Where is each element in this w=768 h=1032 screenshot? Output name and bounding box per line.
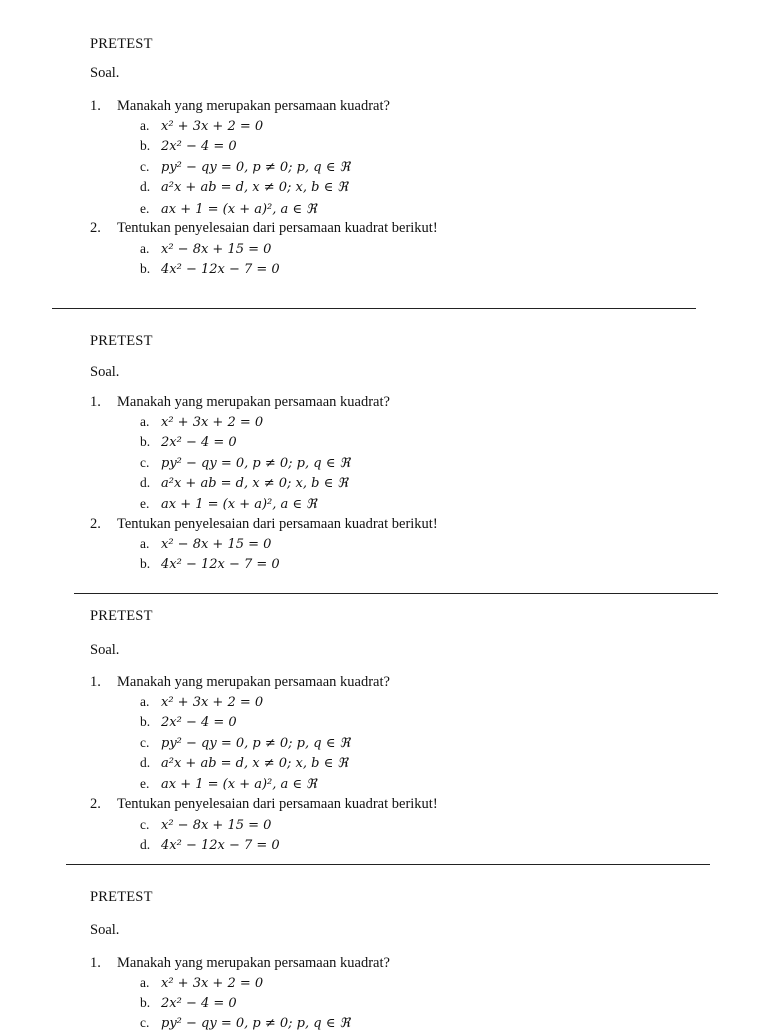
- block-1-question-1: [90, 98, 390, 115]
- option-label: b.: [140, 261, 151, 276]
- option-expression: a²x + ab = d, x ≠ 0; x, b ∈ ℜ: [161, 756, 348, 771]
- block-2-question-2: [90, 516, 438, 533]
- block-1-title: PRETEST: [90, 36, 153, 52]
- option-label: a.: [140, 694, 150, 709]
- block-3-subtitle: Soal.: [90, 642, 120, 658]
- question-text: Manakah yang merupakan persamaan kuadrat?: [117, 394, 390, 410]
- option-expression: 2x² − 4 = 0: [161, 435, 237, 450]
- block-1-q1-option-e: [140, 201, 317, 218]
- option-label: b.: [140, 714, 151, 729]
- option-expression: x² + 3x + 2 = 0: [161, 119, 264, 134]
- block-1-q2-option-a: [140, 241, 271, 258]
- block-2-q2-option-a: [140, 536, 271, 553]
- block-3-q1-option-d: [140, 755, 348, 772]
- option-expression: 2x² − 4 = 0: [161, 139, 237, 154]
- block-2-q1-option-b: [140, 434, 237, 451]
- option-label: a.: [140, 414, 150, 429]
- block-4-q1-option-a: [140, 975, 263, 992]
- block-2-q2-option-b: [140, 556, 280, 573]
- option-expression: 2x² − 4 = 0: [161, 996, 237, 1011]
- option-expression: a²x + ab = d, x ≠ 0; x, b ∈ ℜ: [161, 476, 348, 491]
- option-label: a.: [140, 536, 150, 551]
- block-1-q1-option-b: [140, 138, 237, 155]
- question-number: 1.: [90, 394, 101, 410]
- block-2-title: PRETEST: [90, 333, 153, 349]
- block-4-question-1: [90, 955, 390, 972]
- option-label: e.: [140, 776, 150, 791]
- option-expression: a²x + ab = d, x ≠ 0; x, b ∈ ℜ: [161, 180, 348, 195]
- block-4-q1-option-b: [140, 995, 237, 1012]
- option-label: c.: [140, 159, 150, 174]
- block-2-q1-option-a: [140, 414, 263, 431]
- option-label: e.: [140, 201, 150, 216]
- option-expression: 2x² − 4 = 0: [161, 715, 237, 730]
- question-text: Manakah yang merupakan persamaan kuadrat?: [117, 674, 390, 690]
- option-expression: ax + 1 = (x + a)², a ∈ ℜ: [161, 497, 317, 512]
- block-3-q1-option-c: [140, 735, 350, 752]
- option-expression: x² + 3x + 2 = 0: [161, 976, 264, 991]
- option-expression: py² − qy = 0, p ≠ 0; p, q ∈ ℜ: [161, 160, 351, 175]
- block-4-subtitle: Soal.: [90, 922, 120, 938]
- block-3-q2-option-d: [140, 837, 280, 854]
- question-text: Tentukan penyelesaian dari persamaan kuadrat berikut!: [117, 516, 438, 532]
- question-number: 1.: [90, 674, 101, 690]
- option-label: a.: [140, 118, 150, 133]
- question-number: 1.: [90, 98, 101, 114]
- option-label: d.: [140, 755, 151, 770]
- block-3-title: PRETEST: [90, 608, 153, 624]
- option-expression: 4x² − 12x − 7 = 0: [161, 557, 280, 572]
- question-text: Tentukan penyelesaian dari persamaan kuadrat berikut!: [117, 796, 438, 812]
- divider-2: [74, 593, 718, 594]
- block-3-question-2: [90, 796, 438, 813]
- block-2-q1-option-d: [140, 475, 348, 492]
- block-2-q1-option-e: [140, 496, 317, 513]
- question-number: 2.: [90, 220, 101, 236]
- option-expression: x² − 8x + 15 = 0: [161, 537, 272, 552]
- block-1-q1-option-a: [140, 118, 263, 135]
- option-expression: x² − 8x + 15 = 0: [161, 818, 272, 833]
- block-1-subtitle: Soal.: [90, 65, 120, 81]
- block-3-question-1: [90, 674, 390, 691]
- option-expression: x² + 3x + 2 = 0: [161, 415, 264, 430]
- option-label: c.: [140, 455, 150, 470]
- block-3-q1-option-b: [140, 714, 237, 731]
- option-label: a.: [140, 975, 150, 990]
- block-1-q1-option-c: [140, 159, 350, 176]
- option-expression: py² − qy = 0, p ≠ 0; p, q ∈ ℜ: [161, 1016, 351, 1031]
- block-4-title: PRETEST: [90, 889, 153, 905]
- option-label: c.: [140, 735, 150, 750]
- option-expression: py² − qy = 0, p ≠ 0; p, q ∈ ℜ: [161, 456, 351, 471]
- option-expression: x² + 3x + 2 = 0: [161, 695, 264, 710]
- option-label: d.: [140, 179, 151, 194]
- option-label: a.: [140, 241, 150, 256]
- question-text: Tentukan penyelesaian dari persamaan kuadrat berikut!: [117, 220, 438, 236]
- block-1-question-2: [90, 220, 438, 237]
- block-1-q2-option-b: [140, 261, 280, 278]
- block-2-subtitle: Soal.: [90, 364, 120, 380]
- option-expression: ax + 1 = (x + a)², a ∈ ℜ: [161, 202, 317, 217]
- divider-3: [66, 864, 710, 865]
- option-label: b.: [140, 138, 151, 153]
- block-3-q1-option-e: [140, 776, 317, 793]
- option-expression: x² − 8x + 15 = 0: [161, 242, 272, 257]
- divider-1: [52, 308, 696, 309]
- option-label: e.: [140, 496, 150, 511]
- option-label: b.: [140, 995, 151, 1010]
- option-label: b.: [140, 556, 151, 571]
- option-expression: 4x² − 12x − 7 = 0: [161, 838, 280, 853]
- option-label: d.: [140, 475, 151, 490]
- block-2-question-1: [90, 394, 390, 411]
- option-label: c.: [140, 817, 150, 832]
- block-3-q1-option-a: [140, 694, 263, 711]
- block-1-q1-option-d: [140, 179, 348, 196]
- option-expression: py² − qy = 0, p ≠ 0; p, q ∈ ℜ: [161, 736, 351, 751]
- question-text: Manakah yang merupakan persamaan kuadrat?: [117, 955, 390, 971]
- question-text: Manakah yang merupakan persamaan kuadrat?: [117, 98, 390, 114]
- option-expression: 4x² − 12x − 7 = 0: [161, 262, 280, 277]
- block-2-q1-option-c: [140, 455, 350, 472]
- option-label: d.: [140, 837, 151, 852]
- option-label: c.: [140, 1015, 150, 1030]
- question-number: 1.: [90, 955, 101, 971]
- option-expression: ax + 1 = (x + a)², a ∈ ℜ: [161, 777, 317, 792]
- question-number: 2.: [90, 796, 101, 812]
- question-number: 2.: [90, 516, 101, 532]
- option-label: b.: [140, 434, 151, 449]
- block-3-q2-option-c: [140, 817, 271, 834]
